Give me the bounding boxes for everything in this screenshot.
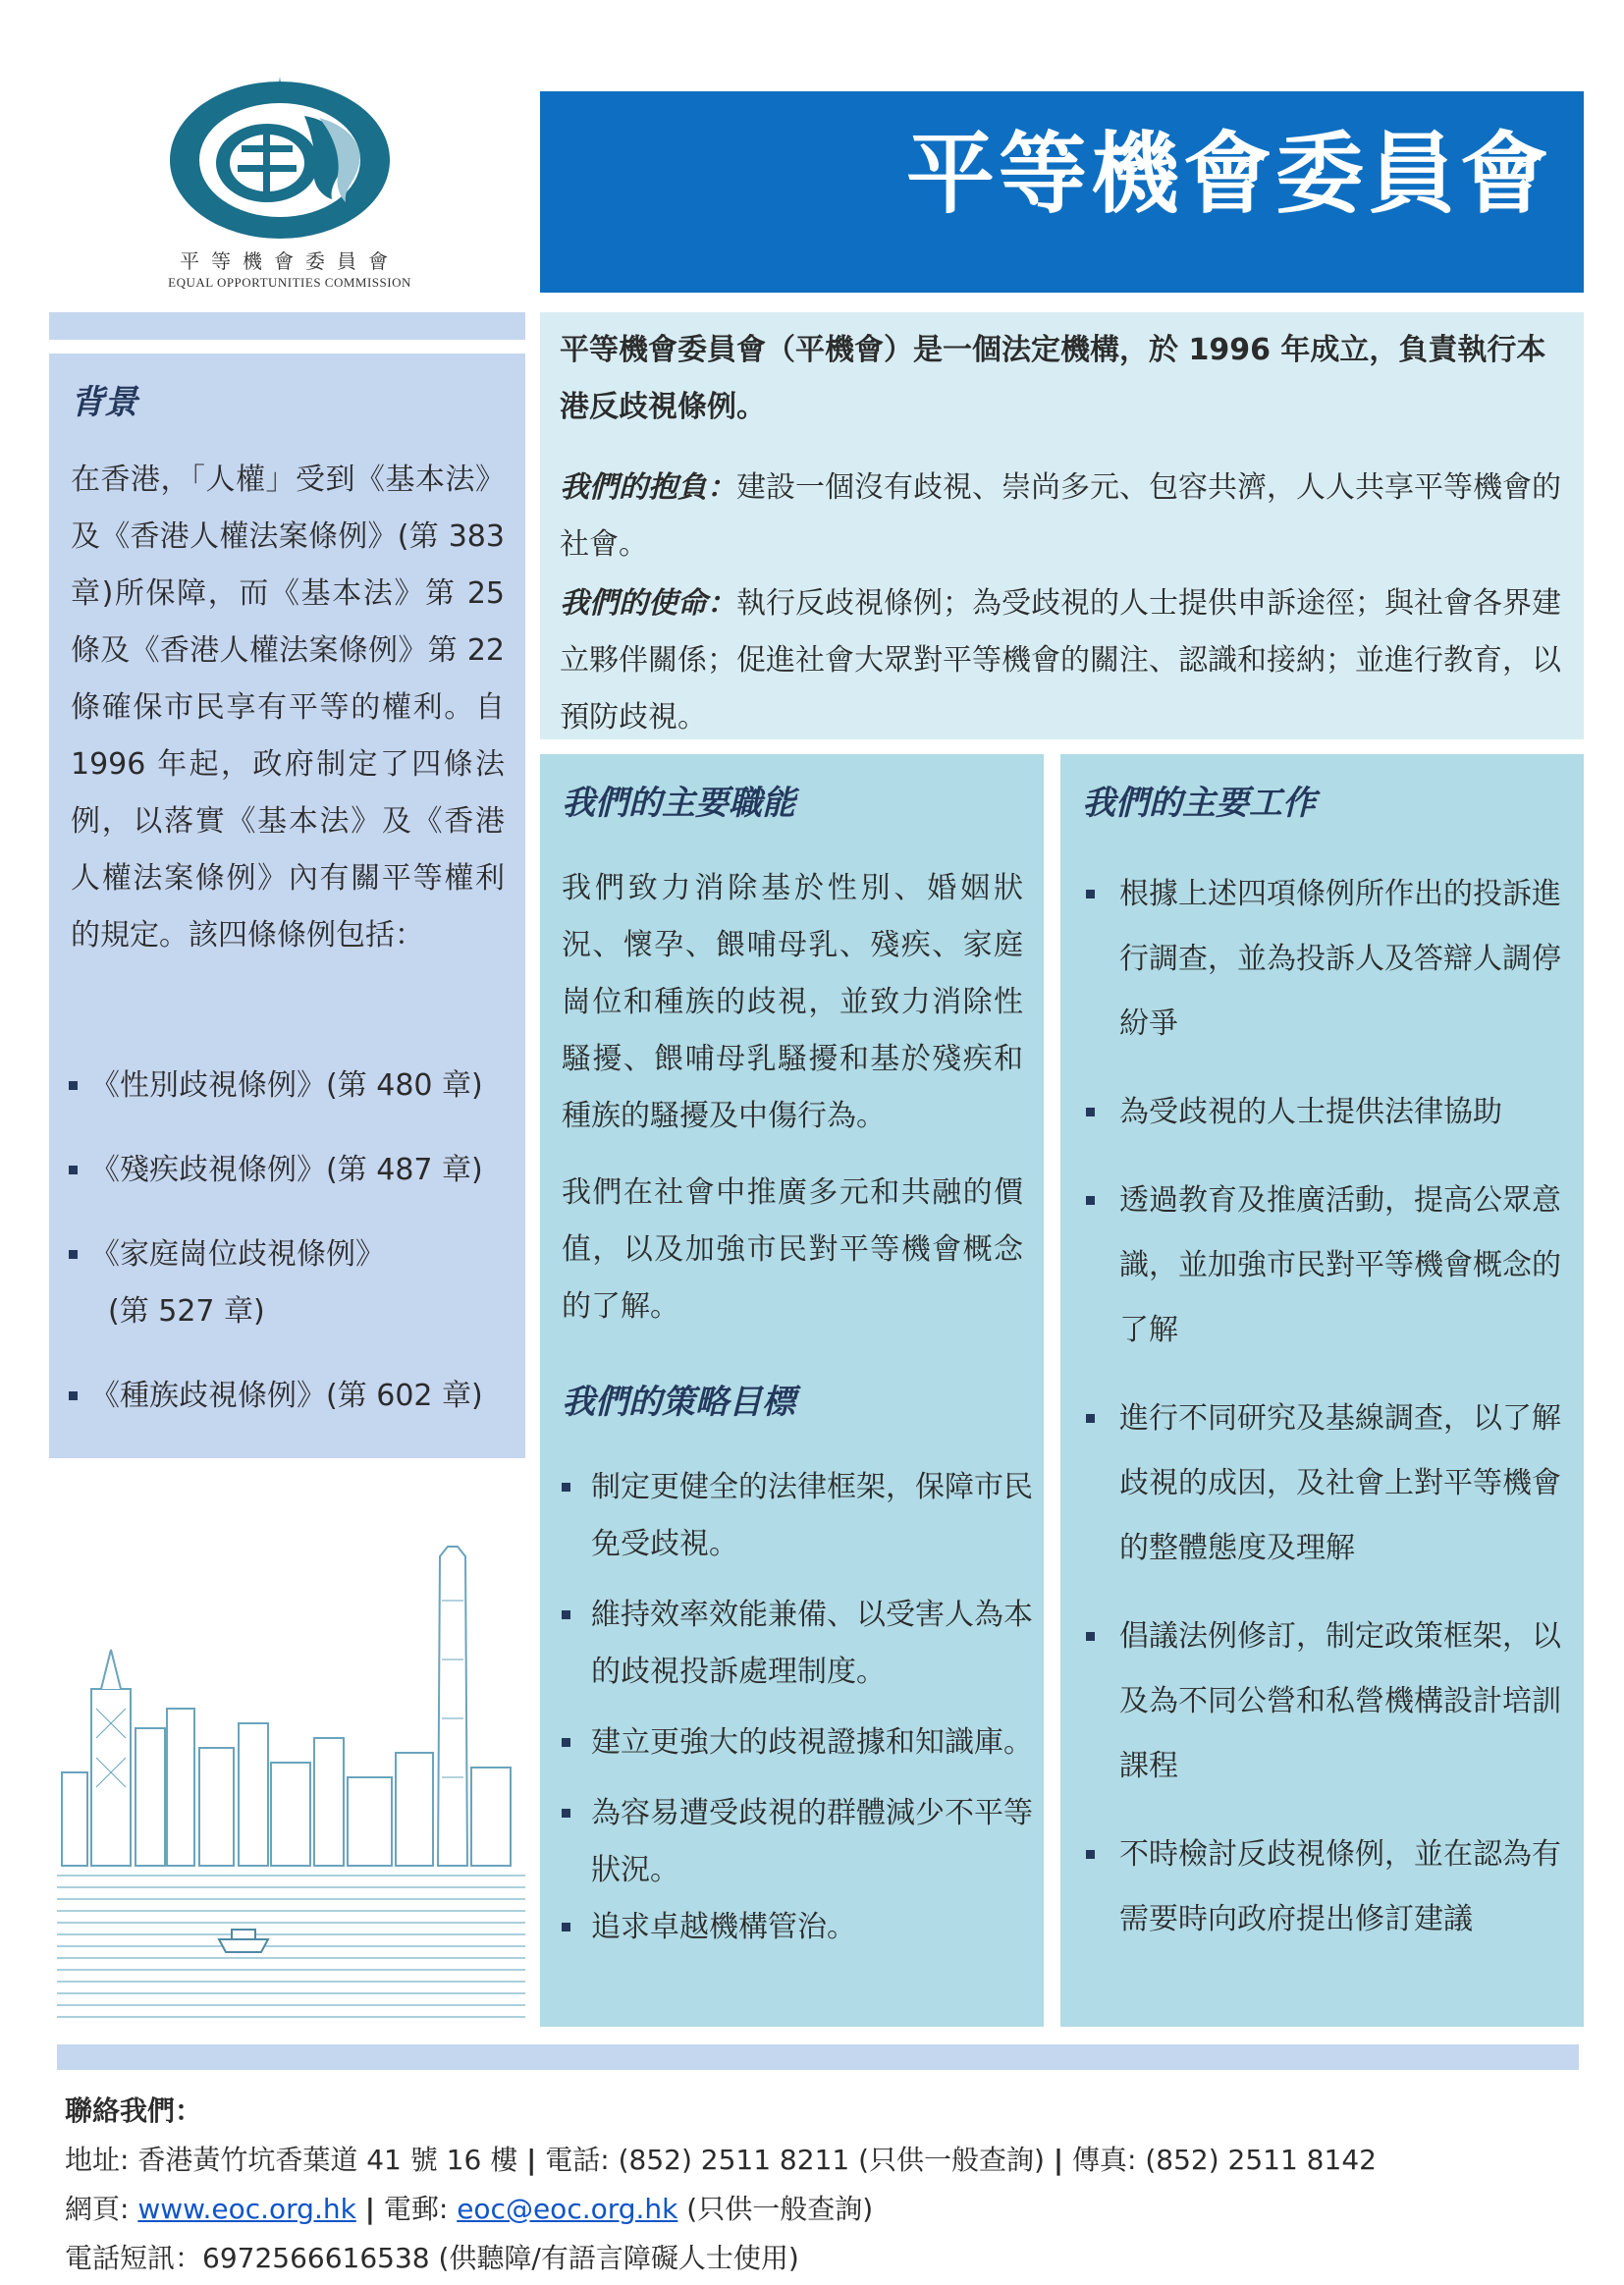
- bullet-icon: [562, 1923, 570, 1931]
- bullet-icon: [562, 1809, 570, 1818]
- work-item-text: 為受歧視的人士提供法律協助: [1119, 1095, 1502, 1129]
- contact-web-row: [65, 2185, 1577, 2234]
- contact-heading: 聯絡我們：: [65, 2095, 203, 2127]
- background-panel: [49, 354, 525, 1458]
- functions-panel: [540, 754, 1044, 2027]
- bullet-icon: [69, 1166, 78, 1174]
- list-item: [69, 1368, 520, 1425]
- bullet-icon: [1086, 1632, 1095, 1641]
- work-list: [1082, 862, 1563, 1976]
- list-item: [1082, 1080, 1563, 1145]
- ordinance-chapter: (第 527 章): [108, 1294, 265, 1329]
- work-item-text: 倡議法例修訂，制定政策框架，以及為不同公營和私營機構設計培訓課程: [1119, 1619, 1561, 1783]
- list-item: [69, 1058, 520, 1115]
- website-link[interactable]: www.eoc.org.hk: [137, 2193, 356, 2225]
- work-item-text: 不時檢討反歧視條例，並在認為有需要時向政府提出修訂建議: [1119, 1837, 1561, 1936]
- bullet-icon: [69, 1391, 78, 1400]
- bullet-icon: [1086, 1850, 1095, 1859]
- list-item: [562, 1899, 1033, 1956]
- strategy-text: 為容易遭受歧視的群體減少不平等狀況。: [591, 1796, 1033, 1887]
- bullet-icon: [562, 1483, 570, 1492]
- strategy-heading: 我們的策略目標: [562, 1383, 795, 1422]
- bullet-icon: [562, 1610, 570, 1619]
- work-item-text: 透過教育及推廣活動，提高公眾意識，並加強市民對平等機會概念的了解: [1119, 1183, 1561, 1347]
- fax: 傳真: (852) 2511 8142: [1072, 2144, 1377, 2176]
- strategy-text: 建立更強大的歧視證據和知識庫。: [591, 1725, 1033, 1760]
- list-item: [1082, 1387, 1563, 1581]
- email-label: 電郵:: [383, 2193, 458, 2225]
- phone: 電話: (852) 2511 8211 (只供一般查詢): [545, 2144, 1045, 2176]
- bullet-icon: [1086, 1414, 1095, 1423]
- sidebar-top-bar: [49, 312, 525, 340]
- strategy-text: 追求卓越機構管治。: [591, 1910, 856, 1944]
- background-paragraph: 在香港，「人權」受到《基本法》及《香港人權法案條例》(第 383 章)所保障，而《基本法》第 25 條及《香港人權法案條例》第 22 條確保市民享有平等的權利。自 1996 年起，政府制定了四條法例，以落實《基本法》及《香港人權法案條例》內有關平等權利的規定。該四條條例包括：: [71, 462, 505, 952]
- intro-panel: [540, 312, 1584, 739]
- bullet-icon: [1086, 890, 1095, 898]
- logo-chinese-name: 平等機會委員會: [180, 249, 400, 273]
- functions-paragraph-2: 我們在社會中推廣多元和共融的價值，以及加強市民對平等機會概念的了解。: [562, 1175, 1023, 1324]
- strategy-text: 制定更健全的法律框架，保障市民免受歧視。: [591, 1470, 1033, 1561]
- contact-address-row: [65, 2136, 1577, 2185]
- work-panel: [1060, 754, 1584, 2027]
- footer-bar: [57, 2044, 1579, 2070]
- skyline-illustration: [57, 1542, 525, 2027]
- list-item: [69, 1142, 520, 1199]
- ordinance-label: 《家庭崗位歧視條例》: [90, 1237, 385, 1272]
- email-link[interactable]: eoc@eoc.org.hk: [457, 2193, 678, 2225]
- logo-english-name: EQUAL OPPORTUNITIES COMMISSION: [168, 275, 411, 290]
- mission-text: 執行反歧視條例；為受歧視的人士提供申訴途徑；與社會各界建立夥伴關係；促進社會大眾對平等機會的關注、認識和接納；並進行教育，以預防歧視。: [560, 586, 1561, 734]
- bullet-icon: [562, 1738, 570, 1747]
- contact-section: [65, 2087, 1577, 2283]
- list-item: [1082, 1169, 1563, 1363]
- functions-heading: 我們的主要職能: [562, 784, 795, 823]
- list-item: [562, 1459, 1033, 1573]
- list-item: [562, 1714, 1033, 1771]
- strategy-list: [562, 1459, 1033, 1956]
- page-title: 平等機會委員會: [906, 123, 1552, 226]
- vision-statement: [560, 460, 1561, 573]
- bullet-icon: [69, 1081, 78, 1090]
- bullet-icon: [69, 1250, 78, 1259]
- strategy-text: 維持效率效能兼備、以受害人為本的歧視投訴處理制度。: [591, 1598, 1033, 1689]
- work-item-text: 進行不同研究及基線調查，以了解歧視的成因，及社會上對平等機會的整體態度及理解: [1119, 1401, 1561, 1565]
- list-item: [562, 1587, 1033, 1701]
- separator: |: [364, 2193, 375, 2225]
- list-item: [69, 1226, 520, 1340]
- web-label: 網頁:: [65, 2193, 138, 2225]
- bullet-icon: [1086, 1196, 1095, 1205]
- list-item: [1082, 1605, 1563, 1799]
- contact-sms-row: 電話短訊：6972566616538 (供聽障/有語言障礙人士使用): [65, 2242, 799, 2274]
- address: 地址: 香港黃竹坑香葉道 41 號 16 樓: [65, 2144, 518, 2176]
- work-heading: 我們的主要工作: [1082, 784, 1316, 823]
- list-item: [562, 1785, 1033, 1899]
- ordinance-label: 《種族歧視條例》(第 602 章): [90, 1379, 483, 1413]
- ordinance-label: 《殘疾歧視條例》(第 487 章): [90, 1153, 483, 1187]
- eoc-emblem-icon: [147, 77, 432, 244]
- skyline-image: [57, 1542, 525, 2027]
- bullet-icon: [1086, 1108, 1095, 1116]
- background-heading: 背景: [71, 383, 137, 422]
- list-item: [1082, 862, 1563, 1057]
- ordinance-list: [69, 1058, 520, 1452]
- functions-paragraph-1: 我們致力消除基於性別、婚姻狀況、懷孕、餵哺母乳、殘疾、家庭崗位和種族的歧視，並致力消除性騷擾、餵哺母乳騷擾和基於殘疾和種族的騷擾及中傷行為。: [562, 871, 1023, 1133]
- mission-statement: [560, 575, 1561, 746]
- email-note: (只供一般查詢): [677, 2193, 874, 2225]
- ordinance-label: 《性別歧視條例》(第 480 章): [90, 1068, 483, 1103]
- eoc-logo: [147, 77, 432, 302]
- separator: |: [526, 2144, 537, 2176]
- intro-lead: 平等機會委員會（平機會）是一個法定機構，於 1996 年成立，負責執行本港反歧視條例。: [560, 333, 1546, 424]
- work-item-text: 根據上述四項條例所作出的投訴進行調查，並為投訴人及答辯人調停紛爭: [1119, 877, 1561, 1041]
- separator: |: [1053, 2144, 1064, 2176]
- vision-label: 我們的抱負：: [560, 470, 736, 505]
- list-item: [1082, 1823, 1563, 1952]
- vision-text: 建設一個沒有歧視、崇尚多元、包容共濟，人人共享平等機會的社會。: [560, 470, 1561, 562]
- title-banner: [540, 91, 1584, 293]
- mission-label: 我們的使命：: [560, 586, 736, 621]
